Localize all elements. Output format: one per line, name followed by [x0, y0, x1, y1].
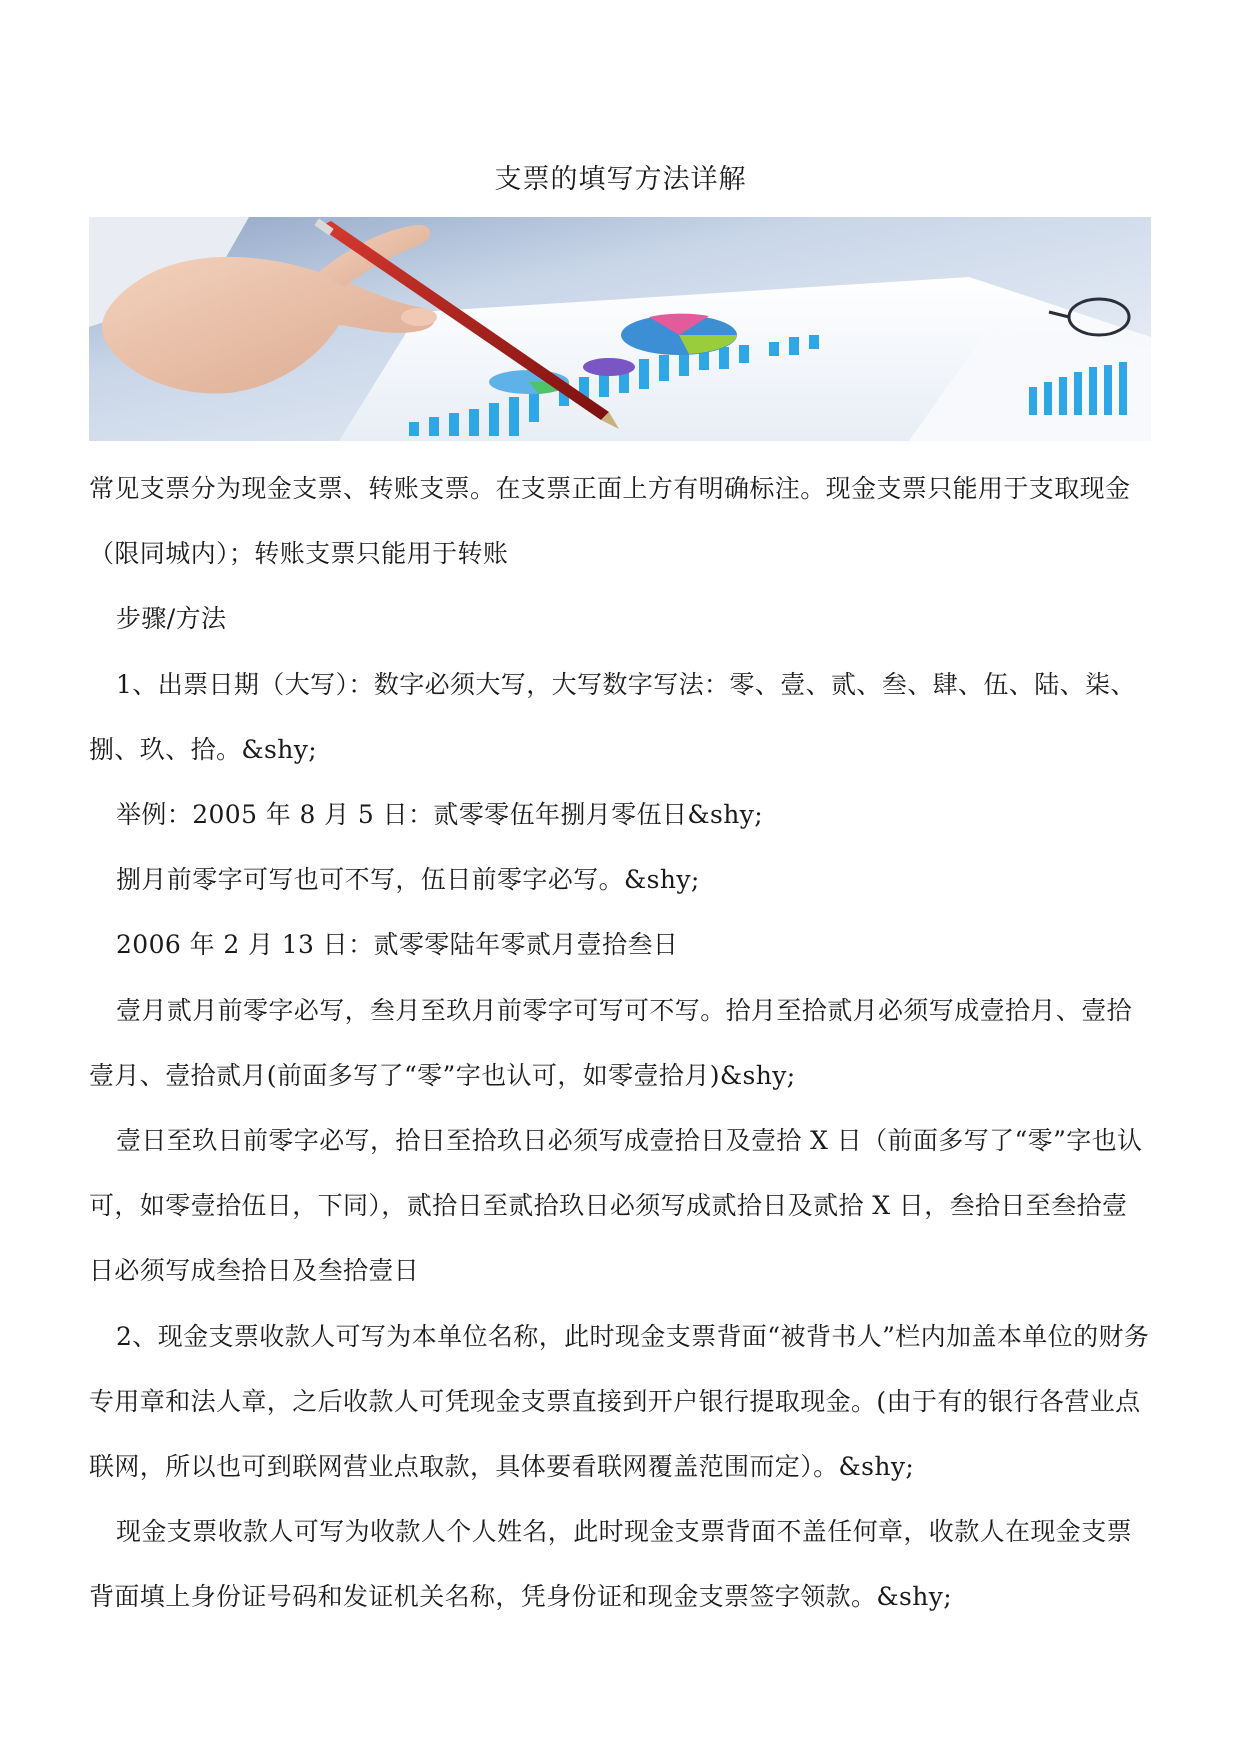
paragraph-example-2: 2006 年 2 月 13 日：贰零零陆年零贰月壹拾叁日 — [116, 930, 679, 960]
paragraph-personal-payee: 现金支票收款人可写为收款人个人姓名，此时现金支票背面不盖任何章，收款人在现金支票背面填上身份证号码和发证机关名称，凭身份证和现金支票签字领款。&shy; — [89, 1517, 1133, 1612]
paragraph-steps-heading: 步骤/方法 — [116, 604, 227, 634]
paragraph-note-1: 捌月前零字可写也可不写，伍日前零字必写。&shy; — [116, 865, 700, 895]
paragraph-step-1: 1、出票日期（大写）：数字必须大写，大写数字写法：零、壹、贰、叁、肆、伍、陆、柒、捌、玖、拾。&shy; — [89, 669, 1136, 764]
paragraph-example-1: 举例：2005 年 8 月 5 日：贰零零伍年捌月零伍日&shy; — [116, 800, 764, 830]
paragraph-month-rule: 壹月贰月前零字必写，叁月至玖月前零字可写可不写。拾月至拾贰月必须写成壹拾月、壹拾壹月、壹拾贰月(前面多写了“零”字也认可，如零壹拾月)&shy; — [89, 995, 1133, 1090]
document-title: 支票的填写方法详解 — [494, 164, 747, 195]
paragraph-step-2: 2、现金支票收款人可写为本单位名称，此时现金支票背面“被背书人”栏内加盖本单位的财务专用章和法人章，之后收款人可凭现金支票直接到开户银行提取现金。(由于有的银行各营业点联网，所以也可到联网营业点取款，具体要看联网覆盖范围而定）。&shy; — [89, 1321, 1150, 1482]
paragraph-intro: 常见支票分为现金支票、转账支票。在支票正面上方有明确标注。现金支票只能用于支取现金（限同城内）；转账支票只能用于转账 — [89, 474, 1131, 569]
document-body — [89, 456, 1151, 1630]
banner-image — [89, 217, 1151, 441]
paragraph-day-rule: 壹日至玖日前零字必写，拾日至拾玖日必须写成壹拾日及壹拾 X 日（前面多写了“零”字也认可，如零壹拾伍日，下同），贰拾日至贰拾玖日必须写成贰拾日及贰拾 X 日，叁拾日至叁拾壹日必须写成叁拾日及叁拾壹日 — [89, 1126, 1143, 1286]
